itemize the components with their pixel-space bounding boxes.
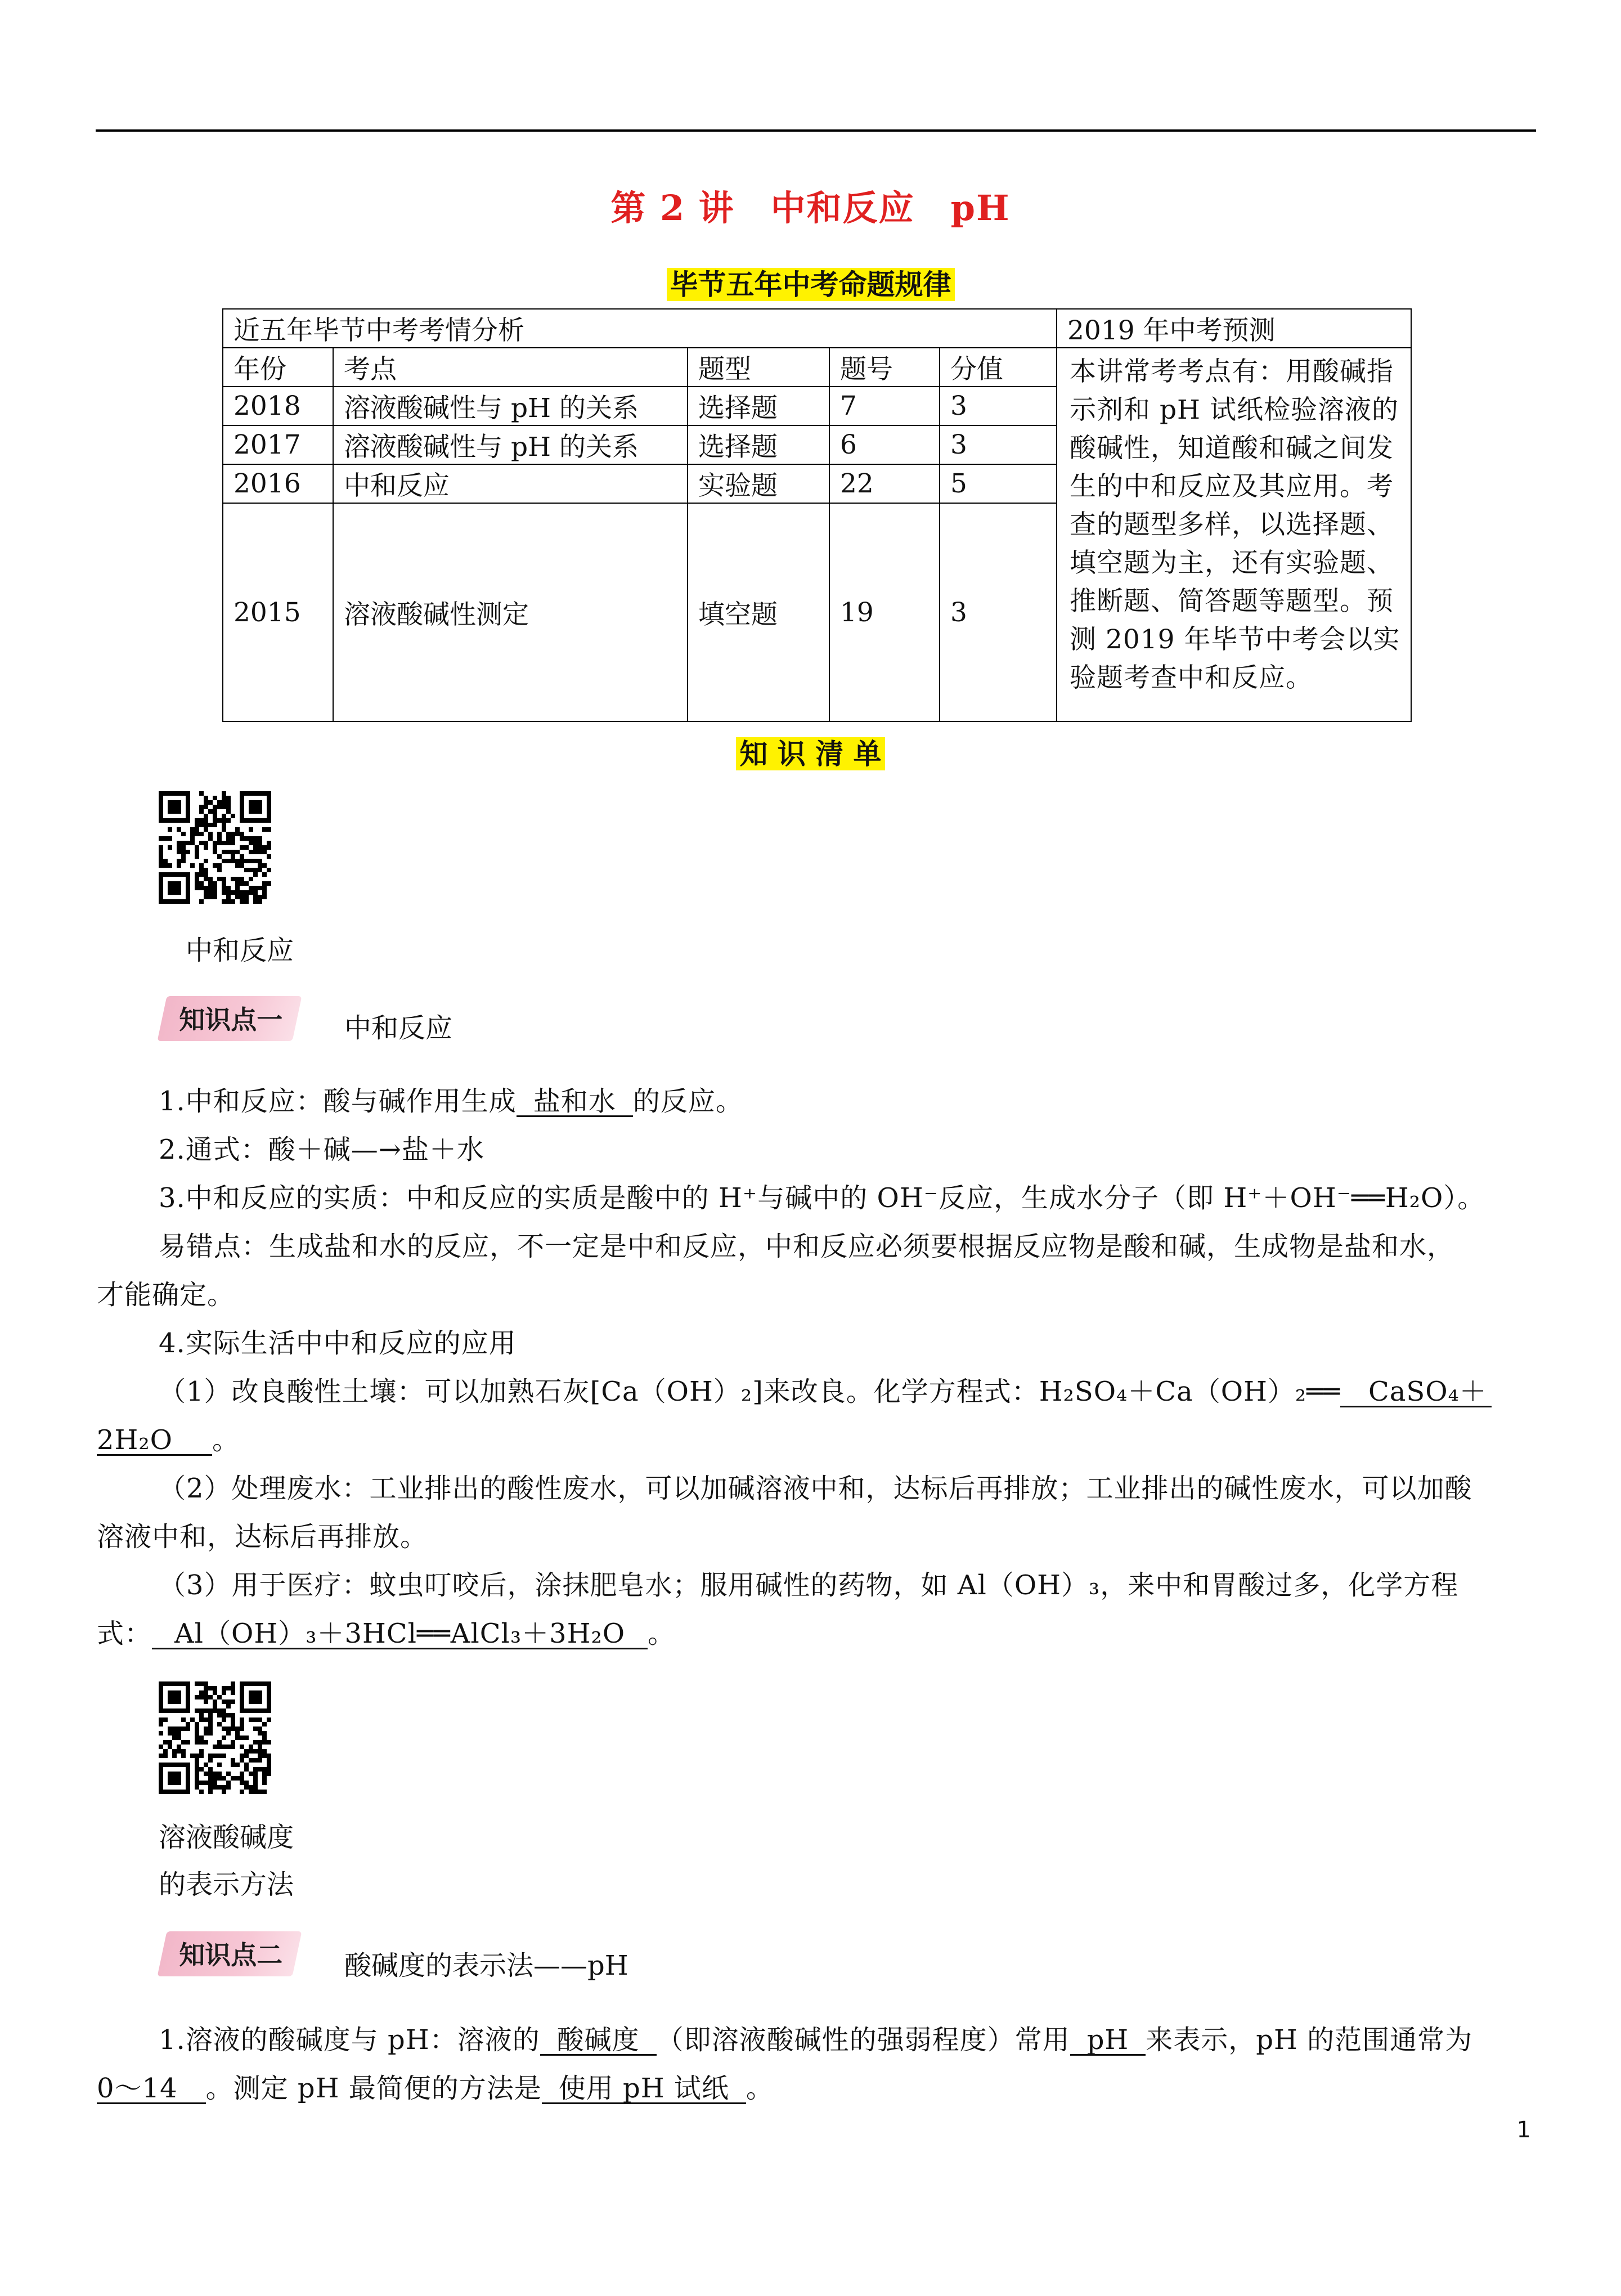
knowledge-point-title: 酸碱度的表示法——pH: [344, 1950, 628, 1981]
knowledge-list-heading: [0, 732, 1621, 772]
analysis-header: 近五年毕节中考考情分析: [223, 309, 1057, 348]
kp1-common-mistake: 易错点：生成盐和水的反应，不一定是中和反应，中和反应必须要根据反应物是酸和碱，生成物是盐和水，: [159, 1231, 1455, 1262]
qr-label-ph-method-1: 溶液酸碱度: [159, 1822, 294, 1853]
forecast-header: 2019 年中考预测: [1057, 309, 1411, 348]
qr-code-icon[interactable]: [159, 791, 271, 904]
qr-code-icon[interactable]: [159, 1681, 271, 1794]
knowledge-list-heading-text: 知 识 清 单: [736, 737, 884, 770]
cell-score: 3: [940, 425, 1057, 464]
kp1-application-1: （1）改良酸性土壤：可以加熟石灰[Ca（OH）₂]来改良。化学方程式：H₂SO₄＋Ca（OH）₂══ CaSO₄＋: [159, 1370, 1492, 1409]
kp1-application-2: （2）处理废水：工业排出的酸性废水，可以加碱溶液中和，达标后再排放；工业排出的碱性废水，可以加酸: [159, 1473, 1472, 1504]
exam-stats-table: [222, 308, 1412, 722]
kp2-line-1: 1.溶液的酸碱度与 pH：溶液的 酸碱度 （即溶液酸碱性的强弱程度）常用 pH 来表示，pH 的范围通常为: [159, 2024, 1473, 2056]
cell-number: 6: [829, 425, 940, 464]
knowledge-point-badge: 知识点一: [157, 996, 302, 1041]
cell-type: 实验题: [688, 464, 829, 503]
kp1-application-3-cont: 式： Al（OH）₃＋3HCl══AlCl₃＋3H₂O 。: [97, 1618, 676, 1649]
kp1-application-3: （3）用于医疗：蚊虫叮咬后，涂抹肥皂水；服用碱性的药物，如 Al（OH）₃，来中和胃酸过多，化学方程: [159, 1569, 1459, 1601]
col-header-type: 题型: [688, 348, 829, 387]
header-rule: [96, 129, 1536, 132]
col-header-score: 分值: [940, 348, 1057, 387]
cell-year: 2015: [223, 503, 333, 721]
kp1-line-4: 4.实际生活中中和反应的应用: [159, 1328, 517, 1359]
answer-blank: 盐和水: [517, 1087, 633, 1117]
cell-type: 选择题: [688, 387, 829, 425]
cell-type: 填空题: [688, 503, 829, 721]
kp1-common-mistake-cont: 才能确定。: [97, 1279, 235, 1311]
col-header-number: 题号: [829, 348, 940, 387]
knowledge-point-title: 中和反应: [344, 1012, 453, 1044]
cell-year: 2016: [223, 464, 333, 503]
kp1-line-1: 1.中和反应：酸与碱作用生成 盐和水 的反应。: [159, 1086, 743, 1117]
cell-year: 2017: [223, 425, 333, 464]
page-title: 第 2 讲 中和反应 pH: [610, 187, 1011, 228]
cell-topic: 中和反应: [333, 464, 688, 503]
kp1-application-1-cont: 2H₂O 。: [97, 1424, 240, 1456]
answer-blank: Al（OH）₃＋3HCl══AlCl₃＋3H₂O: [152, 1620, 648, 1649]
answer-blank: 使用 pH 试纸: [542, 2074, 746, 2104]
col-header-topic: 考点: [333, 348, 688, 387]
answer-blank: CaSO₄＋: [1340, 1378, 1492, 1407]
kp1-line-3: 3.中和反应的实质：中和反应的实质是酸中的 H⁺与碱中的 OH⁻反应，生成水分子（即 H⁺＋OH⁻══H₂O）。: [159, 1182, 1485, 1214]
cell-number: 7: [829, 387, 940, 425]
cell-score: 5: [940, 464, 1057, 503]
page-number: 1: [1516, 2117, 1531, 2143]
answer-blank: 酸碱度: [540, 2026, 657, 2056]
cell-score: 3: [940, 503, 1057, 721]
cell-topic: 溶液酸碱性测定: [333, 503, 688, 721]
qr-label-ph-method-2: 的表示方法: [159, 1869, 294, 1900]
exam-pattern-heading: [0, 262, 1621, 303]
exam-pattern-heading-text: 毕节五年中考命题规律: [667, 268, 955, 301]
forecast-text: 本讲常考考点有：用酸碱指示剂和 pH 试纸检验溶液的酸碱性，知道酸和碱之间发生的中和反应及其应用。考查的题型多样，以选择题、填空题为主，还有实验题、推断题、简答题等题型。预测 2019 年毕节中考会以实验题考查中和反应。: [1057, 348, 1411, 721]
cell-number: 19: [829, 503, 940, 721]
kp1-line-2: 2.通式：酸＋碱—→盐＋水: [159, 1134, 485, 1165]
cell-year: 2018: [223, 387, 333, 425]
answer-blank: 2H₂O: [97, 1426, 212, 1456]
cell-topic: 溶液酸碱性与 pH 的关系: [333, 425, 688, 464]
knowledge-point-badge: 知识点二: [157, 1931, 302, 1976]
cell-topic: 溶液酸碱性与 pH 的关系: [333, 387, 688, 425]
kp1-application-2-cont: 溶液中和，达标后再排放。: [97, 1521, 428, 1553]
answer-blank: 0～14: [97, 2074, 206, 2104]
col-header-year: 年份: [223, 348, 333, 387]
kp2-line-1-cont: 0～14 。测定 pH 最简便的方法是 使用 pH 试纸 。: [97, 2073, 774, 2104]
cell-type: 选择题: [688, 425, 829, 464]
qr-label-neutralization: 中和反应: [186, 935, 294, 966]
answer-blank: pH: [1070, 2026, 1146, 2056]
cell-score: 3: [940, 387, 1057, 425]
cell-number: 22: [829, 464, 940, 503]
